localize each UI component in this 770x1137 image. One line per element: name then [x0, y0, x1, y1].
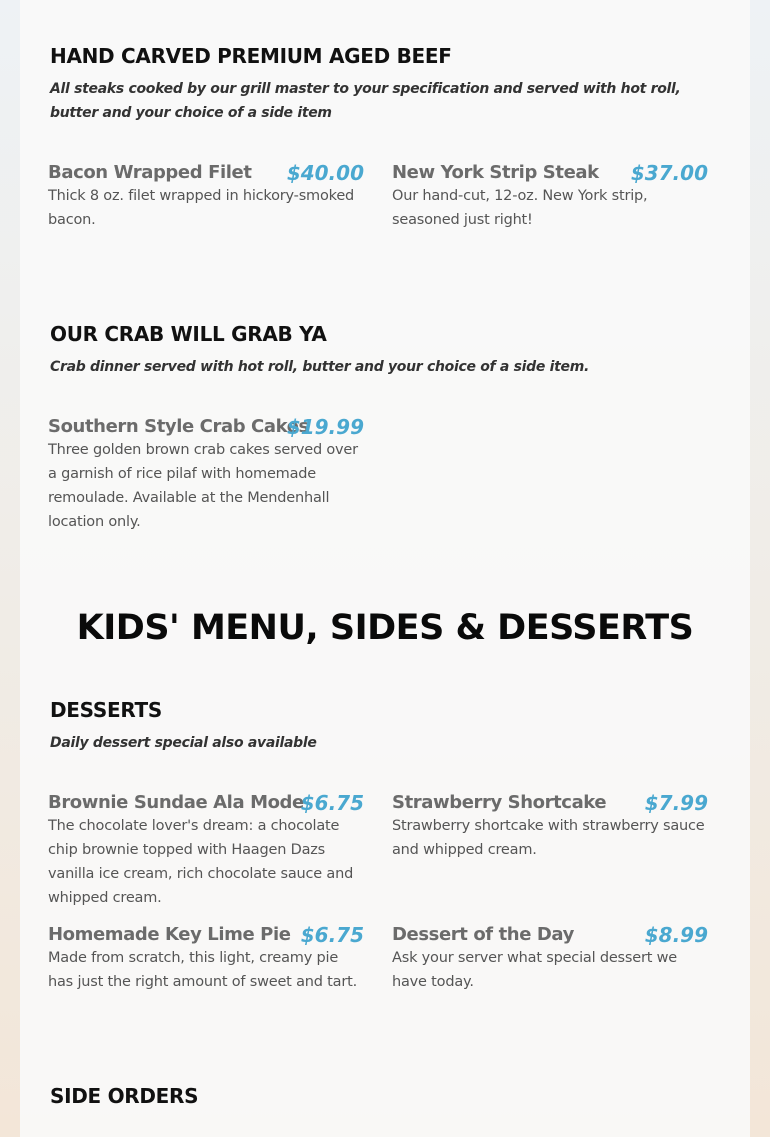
item-price: $8.99	[644, 923, 708, 947]
section-note-desserts: Daily dessert special also available	[50, 735, 317, 751]
section-title-beef: HAND CARVED PREMIUM AGED BEEF	[50, 44, 452, 68]
section-note-beef: All steaks cooked by our grill master to your specification and served with hot roll, butter and your choice of a side item	[50, 81, 681, 121]
section-note-crab: Crab dinner served with hot roll, butter and your choice of a side item.	[50, 359, 590, 375]
item-description: Made from scratch, this light, creamy pie has just the right amount of sweet and tart.	[48, 950, 357, 990]
item-name: Southern Style Crab Cakes	[48, 416, 309, 437]
item-price: $7.99	[644, 791, 708, 815]
item-description: Our hand-cut, 12-oz. New York strip, seasoned just right!	[392, 188, 648, 228]
item-description: The chocolate lover's dream: a chocolate chip brownie topped with Haagen Dazs vanilla ice cream, rich chocolate sauce and whipped cream.	[48, 818, 354, 906]
item-name: Brownie Sundae Ala Mode	[48, 792, 304, 813]
section-title-side-orders: SIDE ORDERS	[50, 1084, 199, 1108]
item-description: Three golden brown crab cakes served over a garnish of rice pilaf with homemade remoulade. Available at the Mendenhall location only.	[48, 442, 358, 530]
item-price: $6.75	[300, 791, 364, 815]
section-title-crab: OUR CRAB WILL GRAB YA	[50, 322, 327, 346]
item-name: New York Strip Steak	[392, 162, 599, 183]
item-description: Ask your server what special dessert we have today.	[392, 950, 678, 990]
item-name: Homemade Key Lime Pie	[48, 924, 291, 945]
section-title-desserts: DESSERTS	[50, 698, 162, 722]
kids-sides-desserts-heading: KIDS' MENU, SIDES & DESSERTS	[76, 608, 694, 648]
item-price: $37.00	[630, 161, 708, 185]
item-price: $40.00	[286, 161, 364, 185]
item-description: Strawberry shortcake with strawberry sauce and whipped cream.	[392, 818, 705, 858]
item-name: Dessert of the Day	[392, 924, 574, 945]
item-name: Strawberry Shortcake	[392, 792, 607, 813]
item-description: Thick 8 oz. filet wrapped in hickory-smoked bacon.	[48, 188, 355, 228]
item-price: $6.75	[300, 923, 364, 947]
item-name: Bacon Wrapped Filet	[48, 162, 252, 183]
item-price: $19.99	[286, 415, 364, 439]
